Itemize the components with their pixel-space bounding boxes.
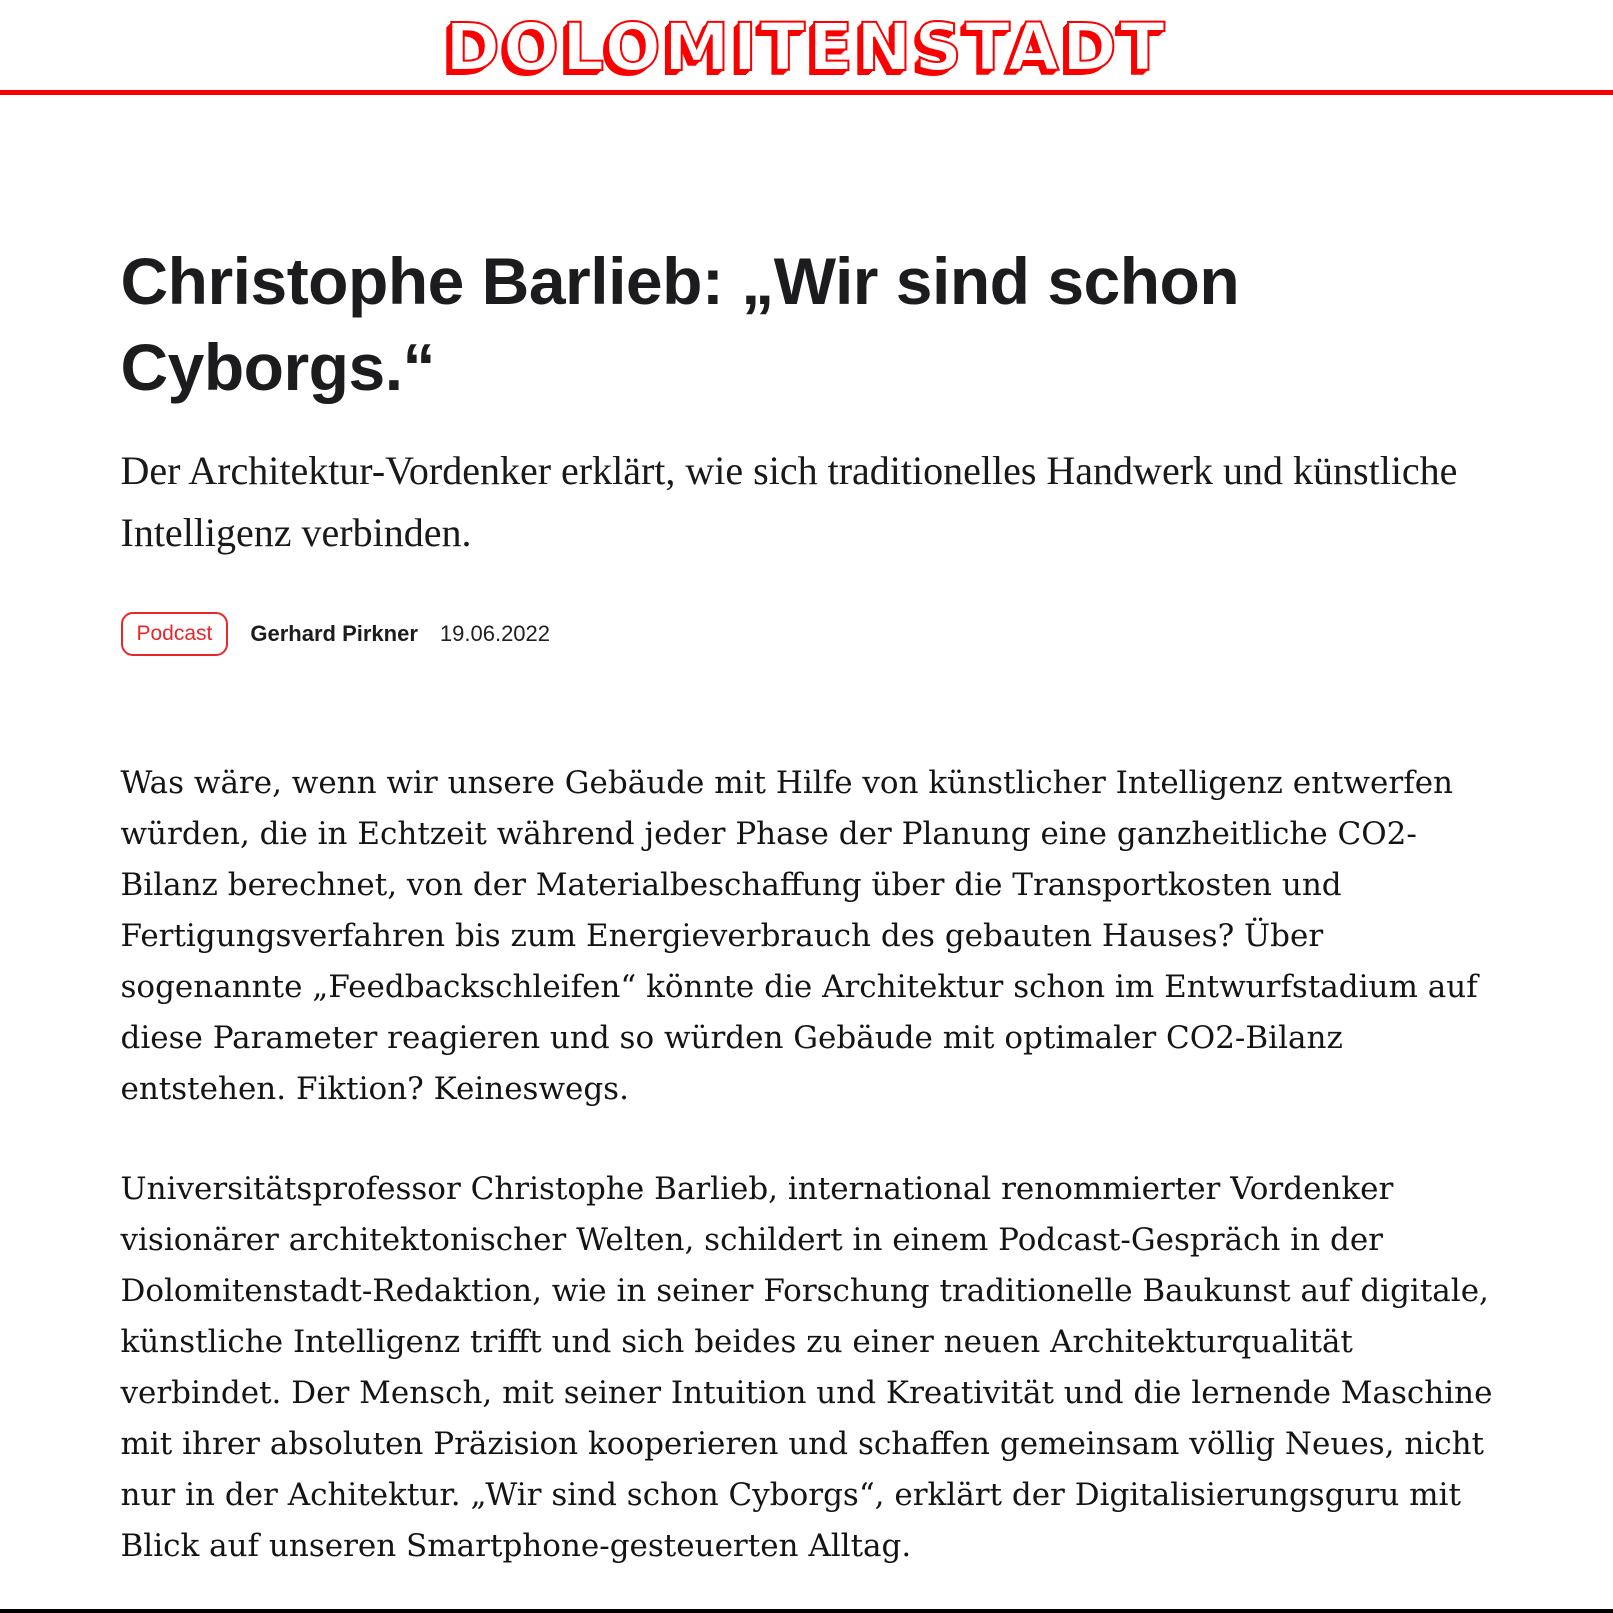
article-title: Christophe Barlieb: „Wir sind schon Cyborgs.“ xyxy=(120,244,1240,404)
author-name: Gerhard Pirkner xyxy=(250,621,418,646)
site-header xyxy=(0,0,1613,95)
article-subtitle: Der Architektur-Vordenker erklärt, wie sich traditionelles Handwerk und künstliche Intelligenz verbinden. xyxy=(120,448,1458,555)
bottom-divider xyxy=(0,1609,1613,1613)
publish-date: 19.06.2022 xyxy=(439,621,551,646)
body-paragraph-1: Was wäre, wenn wir unsere Gebäude mit Hilfe von künstlicher Intelligenz entwerfen würden, die in Echtzeit während jeder Phase der Planung eine ganzheitliche CO2-Bilanz berechnet, von der Materialbeschaffung über die Transportkosten und Fertigungsverfahren bis zum Energieverbrauch des gebauten Hauses? Über sogenannte „Feedbackschleifen“ könnte die Architektur schon im Entwurfstadium auf diese Parameter reagieren und so würden Gebäude mit optimaler CO2-Bilanz entstehen. Fiktion? Keineswegs. xyxy=(120,765,1478,1107)
body-paragraph-2: Universitätsprofessor Christophe Barlieb, international renommierter Vordenker visionärer architektonischer Welten, schildert in einem Podcast-Gespräch in der Dolomitenstadt-Redaktion, wie in seiner Forschung traditionelle Baukunst auf digitale, künstliche Intelligenz trifft und sich beides zu einer neuen Architekturqualität verbindet. Der Mensch, mit seiner Intuition und Kreativität und die lernende Maschine mit ihrer absoluten Präzision kooperieren und schaffen gemeinsam völlig Neues, nicht nur in der Achitektur. „Wir sind schon Cyborgs“, erklärt der Digitalisierungsguru mit Blick auf unseren Smartphone-gesteuerten Alltag. xyxy=(120,1171,1493,1564)
site-logo[interactable]: DOLOMITENSTADT xyxy=(445,9,1168,86)
article-meta-row xyxy=(121,612,1493,656)
category-badge-podcast[interactable]: Podcast xyxy=(121,612,229,656)
article-page xyxy=(121,238,1493,1572)
